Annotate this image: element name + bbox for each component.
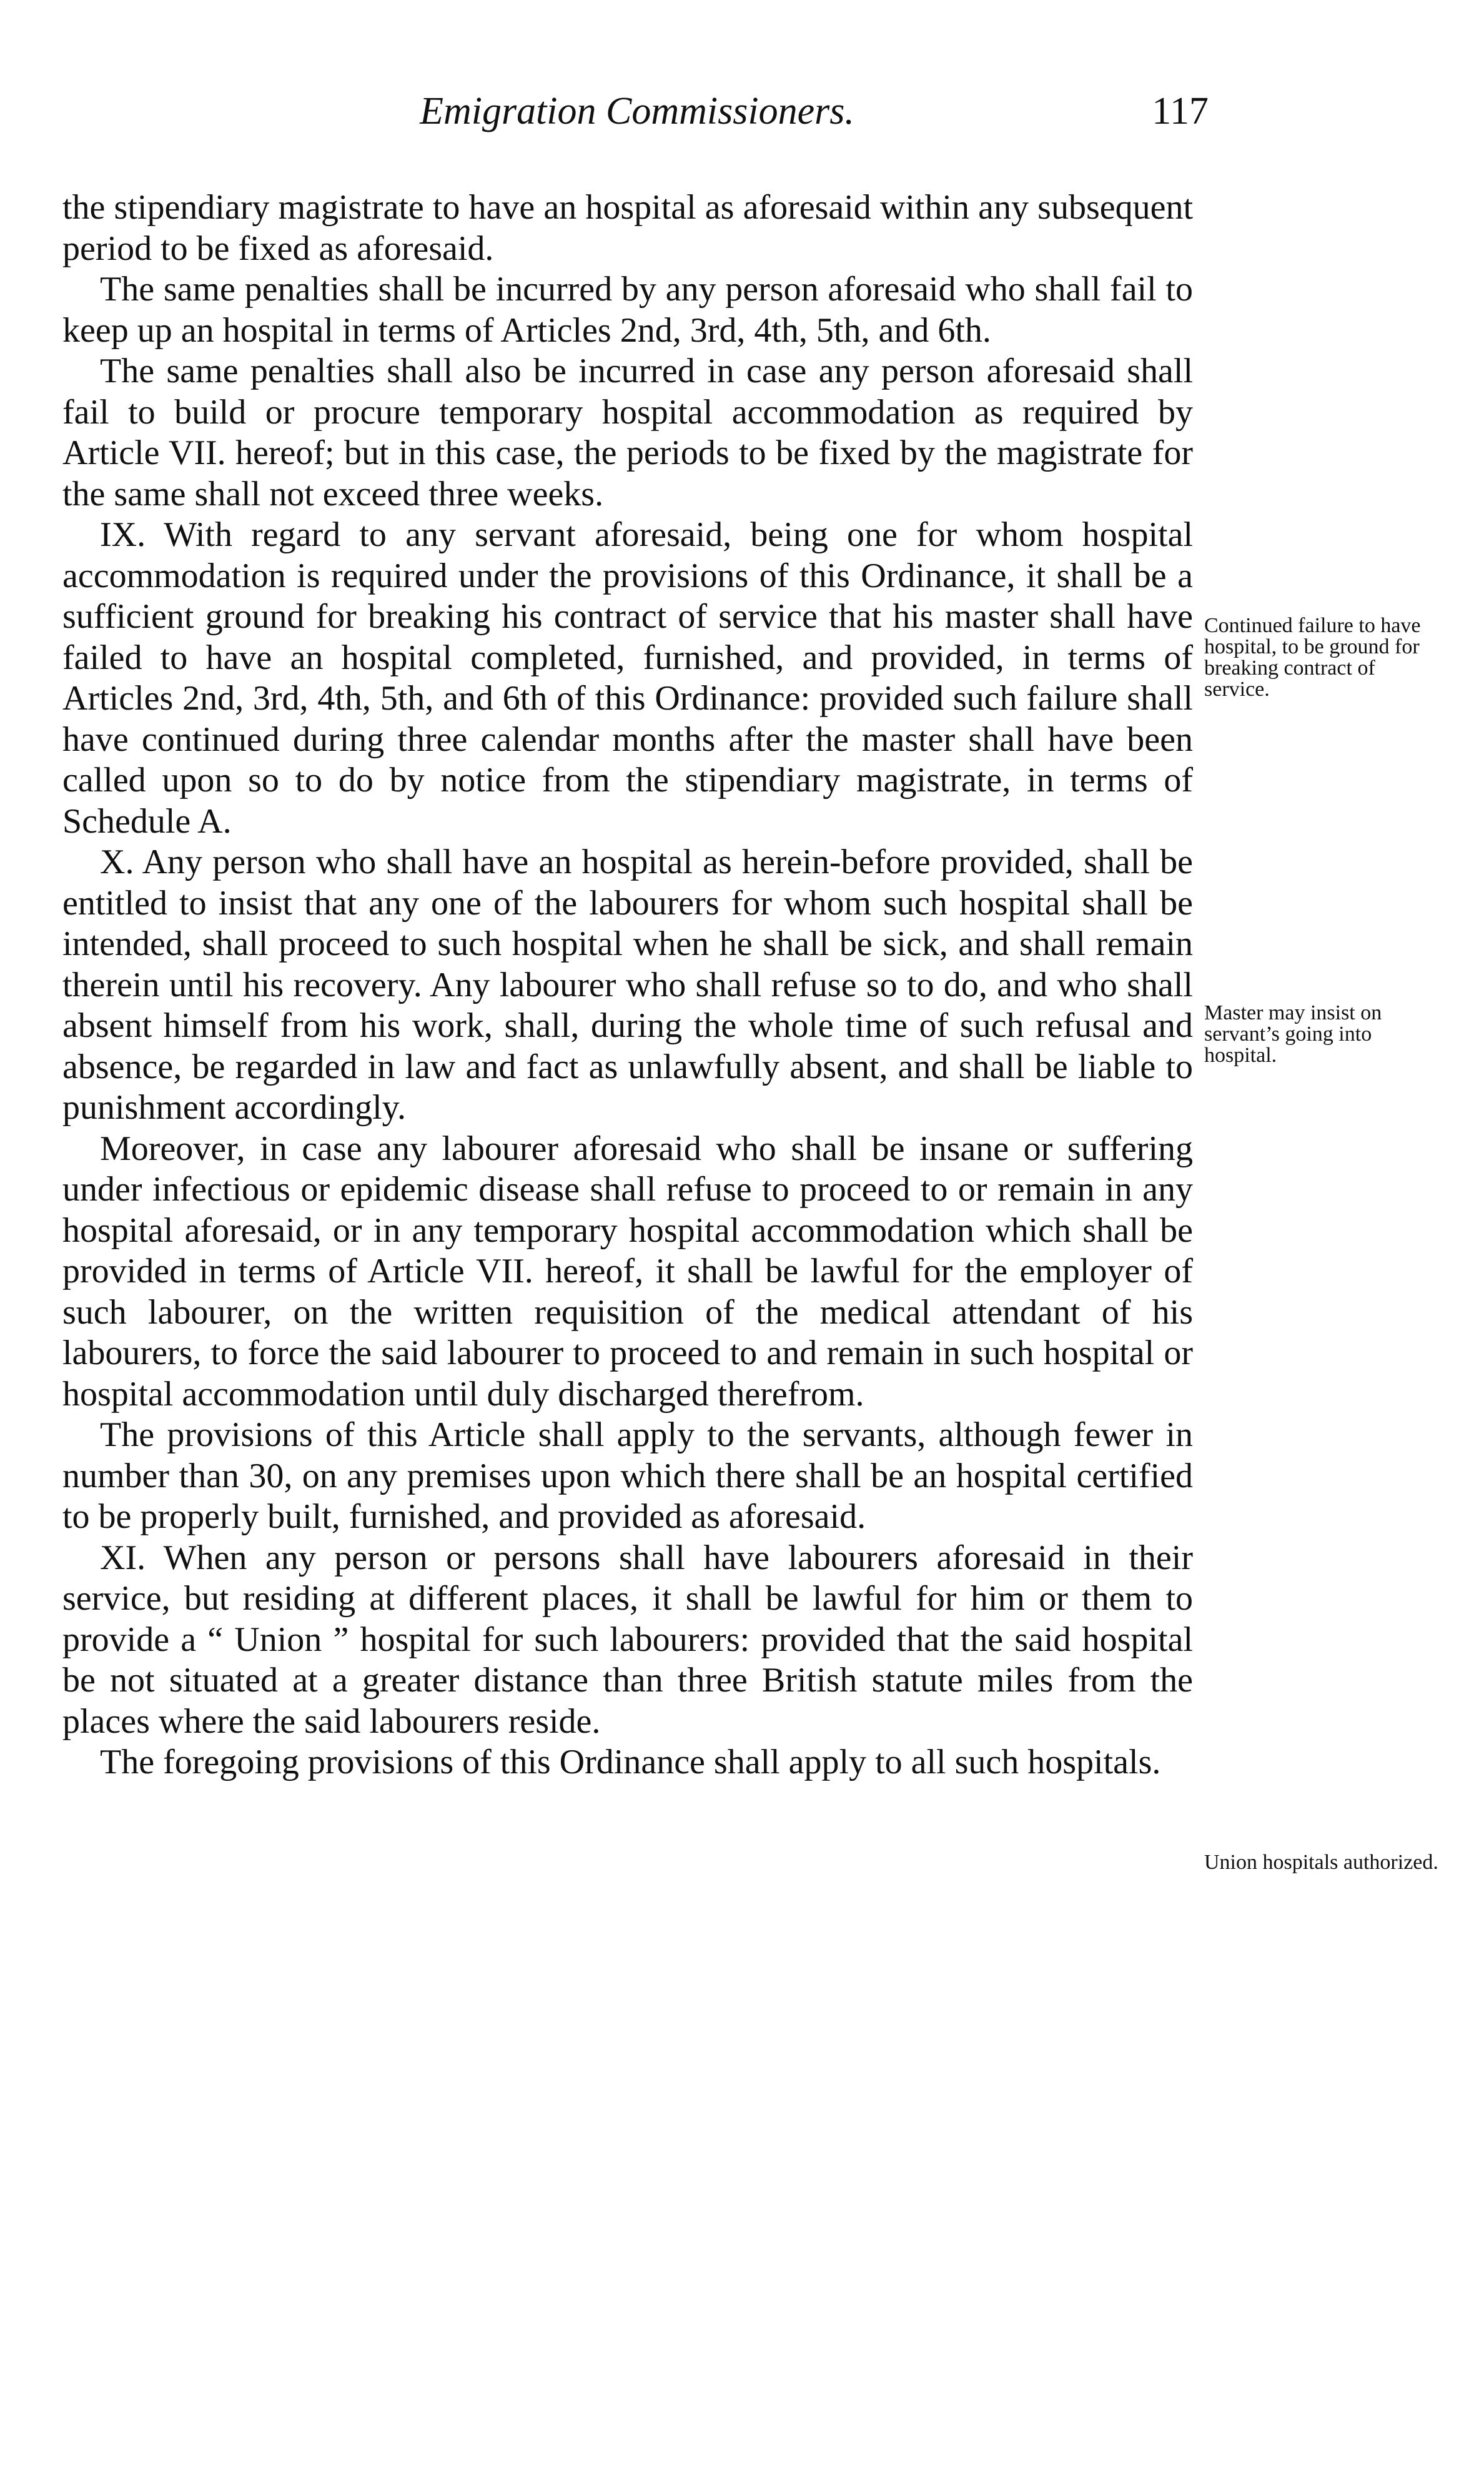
body-text (62, 187, 1193, 1783)
paragraph-continuation: the stipendiary magistrate to have an hospital as aforesaid within any subsequent period to be fixed as aforesaid. (62, 188, 1193, 268)
paragraph-provisions: The provisions of this Article shall apply to the servants, although fewer in number than 30, on any premises upon which there shall be an hospital certified to be properly built, furnished, and provided as aforesaid. (62, 1415, 1193, 1536)
running-title: Emigration Commissioners. (420, 90, 854, 132)
paragraph-penalties-upkeep: The same penalties shall be incurred by any person aforesaid who shall fail to keep up an hospital in terms of Articles 2nd, 3rd, 4th, 5th, and 6th. (62, 270, 1193, 350)
side-note-union-hospitals: Union hospitals authorized. (1204, 1851, 1438, 1874)
side-note-continued-failure: Continued failure to have hospital, to be ground for breaking contract of service. (1204, 614, 1421, 701)
page-number: 117 (1152, 90, 1209, 132)
paragraph-penalties-temporary: The same penalties shall also be incurred in case any person aforesaid shall fail to build or procure temporary hospital accommodation as required by Article VII. hereof; but in this case, the periods to be fixed by the magistrate for the same shall not exceed three weeks. (62, 352, 1193, 513)
side-note-master-may-insist: Master may insist on servant’s going into hospital. (1204, 1001, 1382, 1067)
paragraph-foregoing: The foregoing provisions of this Ordinance shall apply to all such hospitals. (100, 1743, 1161, 1781)
article-ix: IX. With regard to any servant aforesaid, being one for whom hospital accommodation is required under the provisions of this Ordinance, it shall be a sufficient ground for breaking his contract of service that his master shall have failed to have an hospital completed, furnished, and provided, in terms of Articles 2nd, 3rd, 4th, 5th, and 6th of this Ordinance: provided such failure shall have continued during three calendar months after the master shall have been called upon so to do by notice from the stipendiary magistrate, in terms of Schedule A. (62, 515, 1193, 841)
paragraph-moreover: Moreover, in case any labourer aforesaid who shall be insane or suffering under infectious or epidemic disease shall refuse to proceed to or remain in any hospital aforesaid, or in any temporary hospital accommodation which shall be provided in terms of Article VII. hereof, it shall be lawful for the employer of such labourer, on the written requisition of the medical attendant of his labourers, to force the said labourer to proceed to and remain in such hospital or hospital accommodation until duly discharged therefrom. (62, 1129, 1193, 1414)
article-x: X. Any person who shall have an hospital as herein-before provided, shall be entitled to insist that any one of the labourers for whom such hospital shall be intended, shall proceed to such hospital when he shall be sick, and shall remain therein until his recovery. Any labourer who shall refuse so to do, and who shall absent himself from his work, shall, during the whole time of such refusal and absence, be regarded in law and fact as unlawfully absent, and shall be liable to punishment accordingly. (62, 843, 1193, 1127)
article-xi: XI. When any person or persons shall have labourers aforesaid in their service, but residing at different places, it shall be lawful for him or them to provide a “ Union ” hospital for such labourers: provided that the said hospital be not situated at a greater distance than three British statute miles from the places where the said labourers reside. (62, 1538, 1193, 1741)
running-header (66, 86, 1209, 136)
